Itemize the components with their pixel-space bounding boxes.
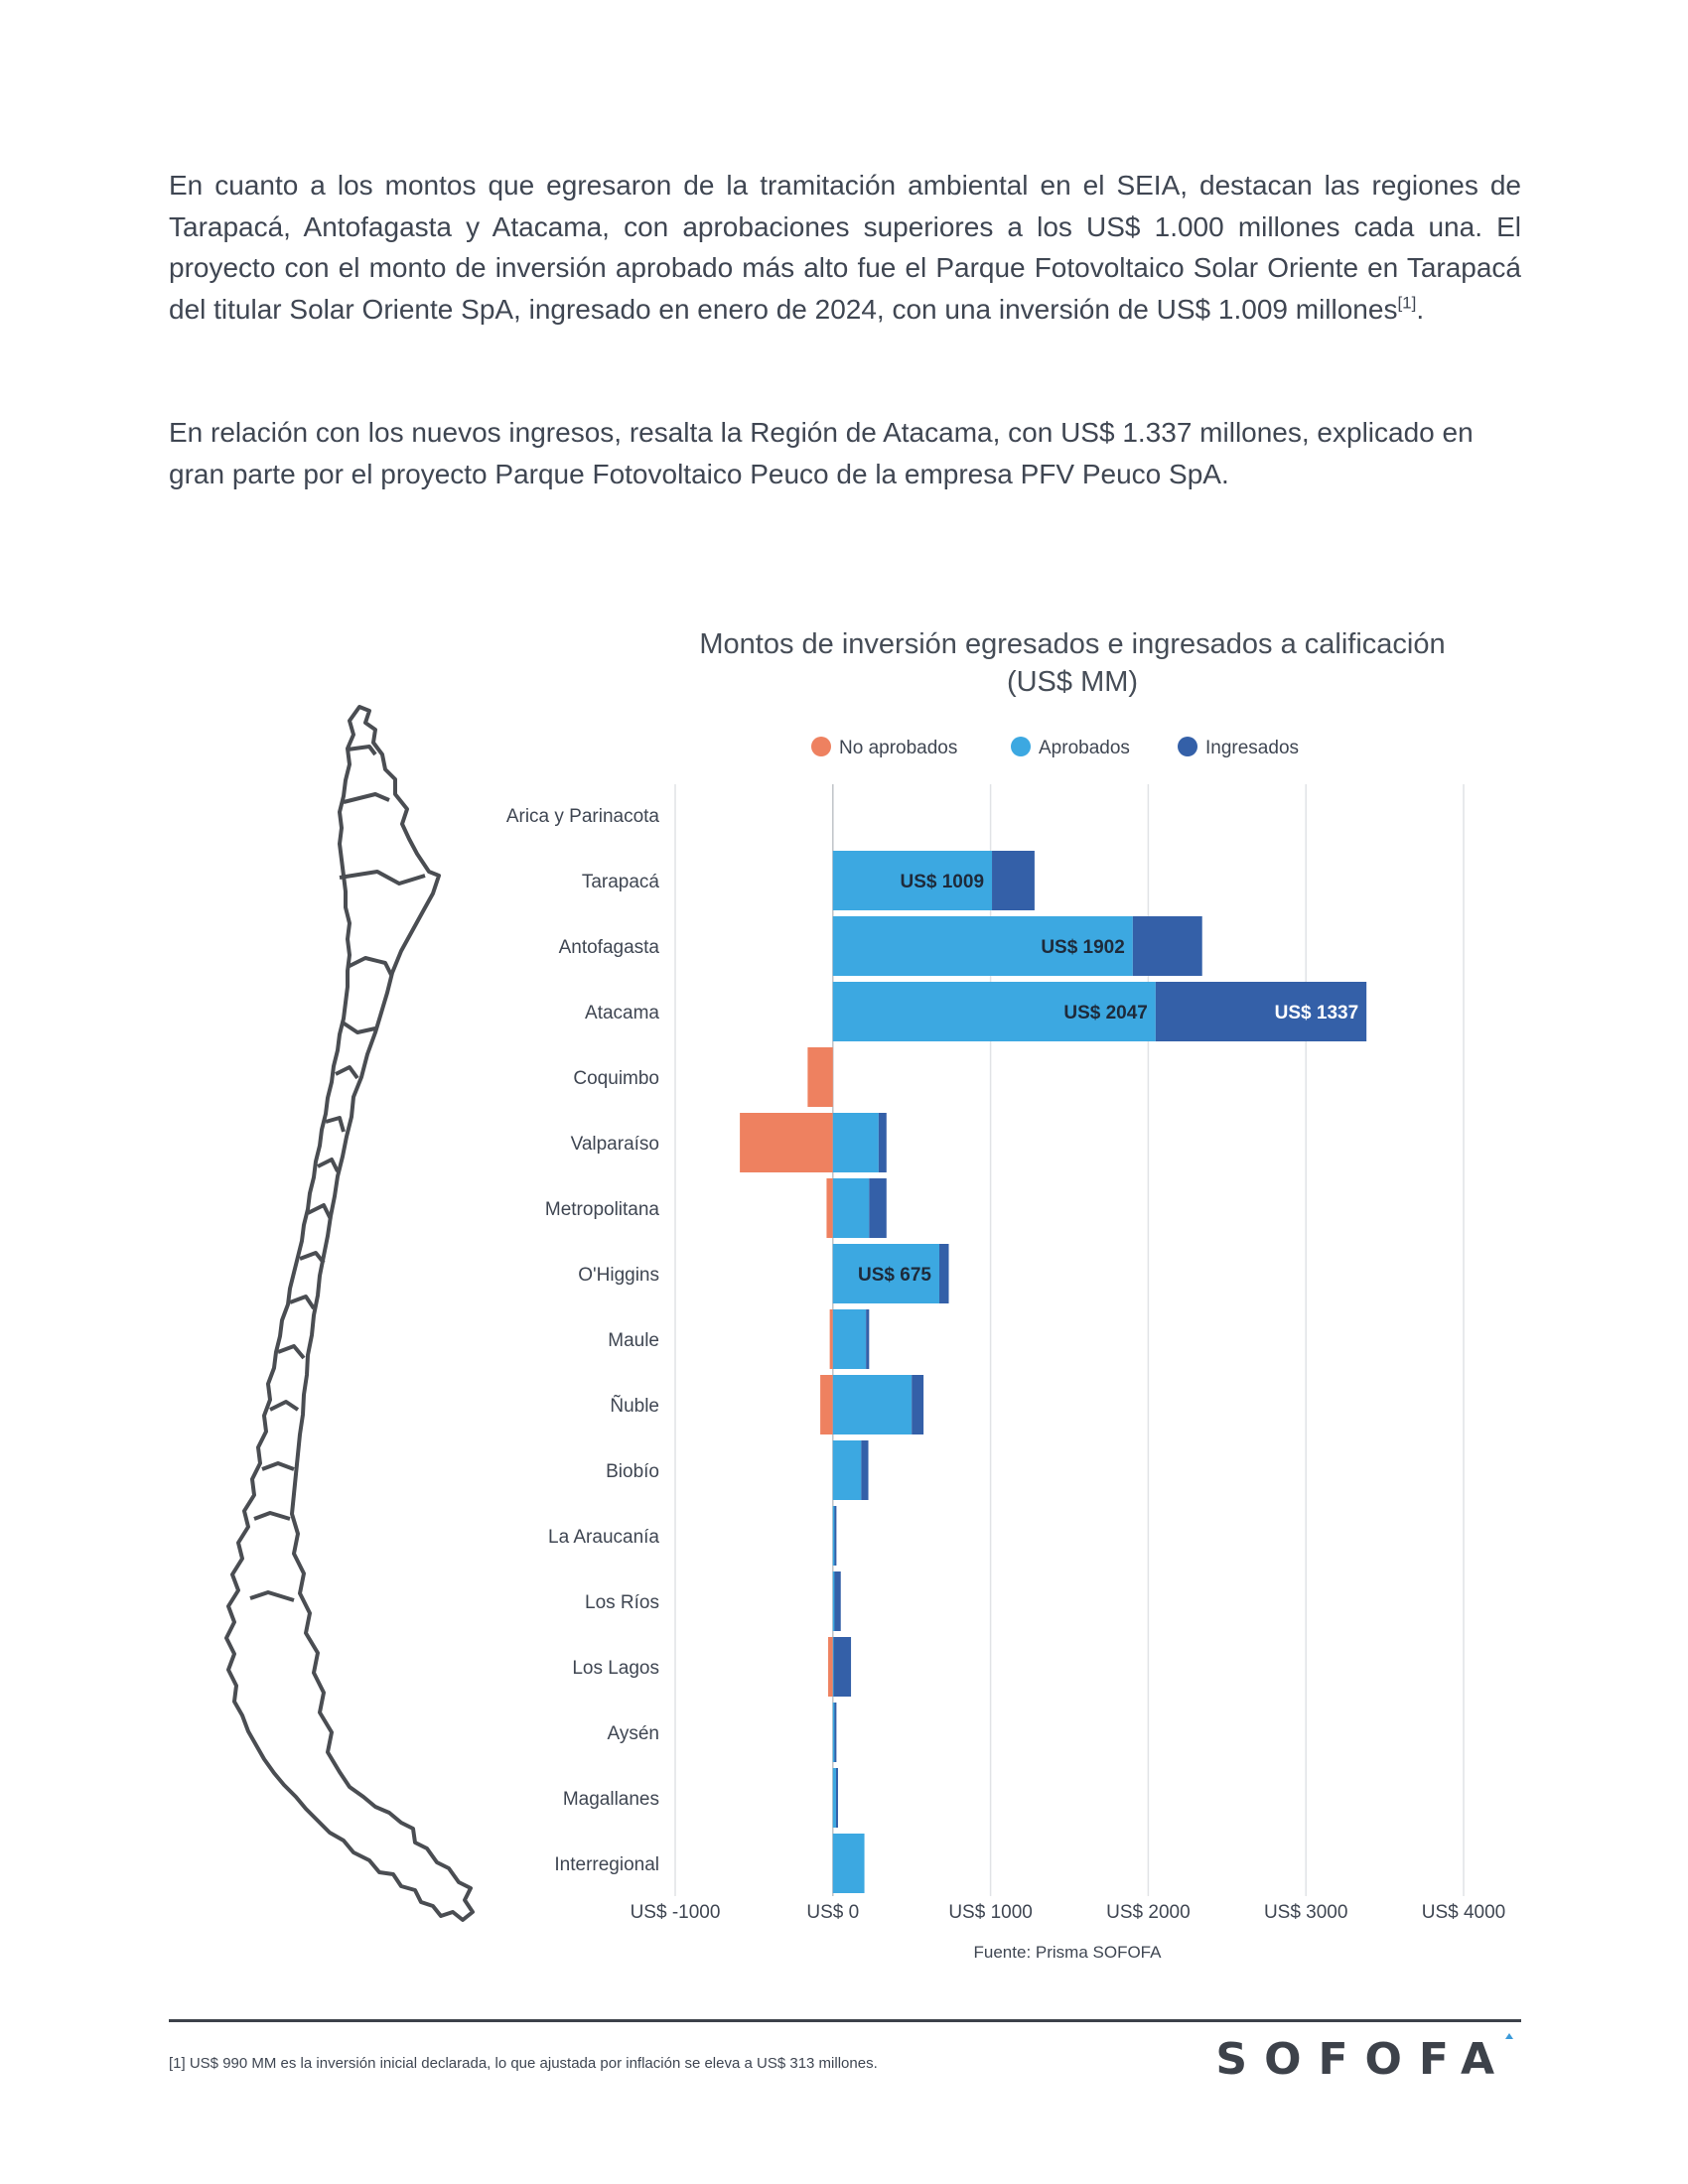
bar-tarapaca-ingresados (992, 851, 1035, 910)
bar-nuble-ingresados (912, 1375, 923, 1434)
x-tick-label: US$ 0 (806, 1902, 860, 1923)
bar-o-higgins-ingresados (939, 1244, 949, 1303)
sofofa-logo: SOFOFA (1215, 2034, 1511, 2085)
x-axis-tick-labels (631, 1902, 1506, 1923)
chart-title: Montos de inversión egresados e ingresados a calificación (US$ MM) (699, 628, 1446, 698)
bar-magallanes-aprobados (833, 1768, 836, 1828)
data-label-tarapaca-aprobados: US$ 1009 (900, 872, 985, 892)
x-tick-label: US$ 3000 (1263, 1902, 1348, 1923)
category-label-los-rios: Los Ríos (585, 1592, 659, 1613)
category-label-la-araucania: La Araucanía (548, 1527, 659, 1548)
category-label-interregional: Interregional (554, 1854, 659, 1875)
x-tick-label: US$ 2000 (1106, 1902, 1191, 1923)
paragraph-text: En cuanto a los montos que egresaron de la tramitación ambiental en el SEIA, destacan las regiones de Tarapacá, Antofagasta y Atacama, con aprobaciones superiores a los US$ 1.000 millones cada una. El proyecto con el monto de inversión aprobado más alto fue el Parque Fotovoltaico Solar Oriente en Tarapacá del titular Solar Oriente SpA, ingresado en enero de 2024, con una inversión de US$ 1.009 millones (169, 170, 1521, 325)
legend-label-aprobados: Aprobados (1039, 738, 1130, 758)
category-label-aysen: Aysén (607, 1723, 659, 1744)
bar-nuble-no-aprobados (820, 1375, 833, 1434)
category-label-tarapaca: Tarapacá (581, 872, 659, 892)
paragraph-end: . (1416, 293, 1425, 325)
category-label-o-higgins: O'Higgins (578, 1265, 659, 1286)
category-label-biobio: Biobío (606, 1461, 659, 1482)
bar-metropolitana-no-aprobados (826, 1178, 832, 1238)
bar-maule-aprobados (833, 1309, 866, 1369)
bar-maule-ingresados (866, 1309, 869, 1369)
bar-antofagasta-ingresados (1133, 916, 1202, 976)
footer-divider (169, 2019, 1521, 2022)
footnote: [1] US$ 990 MM es la inversión inicial declarada, lo que ajustada por inflación se eleva a US$ 313 millones. (169, 2055, 878, 2072)
category-label-los-lagos: Los Lagos (572, 1658, 659, 1679)
data-label-o-higgins-aprobados: US$ 675 (858, 1265, 931, 1286)
bar-los-rios-ingresados (834, 1571, 840, 1631)
bar-nuble-aprobados (833, 1375, 912, 1434)
bar-maule-no-aprobados (830, 1309, 833, 1369)
bar-interregional-aprobados (833, 1834, 865, 1893)
data-label-antofagasta-aprobados: US$ 1902 (1041, 937, 1125, 958)
bar-valparaiso-no-aprobados (740, 1113, 833, 1172)
legend-marker-ingresados (1178, 737, 1197, 756)
category-label-antofagasta: Antofagasta (558, 937, 659, 958)
x-tick-label: US$ 1000 (948, 1902, 1033, 1923)
category-label-metropolitana: Metropolitana (544, 1199, 659, 1220)
bar-biobio-aprobados (833, 1440, 862, 1500)
logo-accent-icon (1505, 2033, 1513, 2039)
category-label-maule: Maule (608, 1330, 659, 1351)
category-label-magallanes: Magallanes (562, 1789, 659, 1810)
legend-marker-no-aprobados (811, 737, 831, 756)
bar-valparaiso-ingresados (879, 1113, 887, 1172)
data-label-atacama-ingresados: US$ 1337 (1274, 1003, 1359, 1024)
bar-biobio-ingresados (861, 1440, 868, 1500)
category-label-valparaiso: Valparaíso (570, 1134, 659, 1155)
legend-label-ingresados: Ingresados (1205, 738, 1300, 758)
bar-valparaiso-aprobados (833, 1113, 879, 1172)
bar-coquimbo-no-aprobados (807, 1047, 832, 1107)
footnote-reference[interactable]: [1] (1397, 293, 1417, 313)
bar-los-lagos-ingresados (834, 1637, 851, 1697)
x-tick-label: US$ 4000 (1421, 1902, 1506, 1923)
legend-label-no-aprobados: No aprobados (839, 738, 958, 758)
bar-metropolitana-aprobados (833, 1178, 870, 1238)
category-label-atacama: Atacama (585, 1003, 659, 1024)
paragraph-nuevos-ingresos: En relación con los nuevos ingresos, resalta la Región de Atacama, con US$ 1.337 millones, explicado en gran parte por el proyecto Parque Fotovoltaico Peuco de la empresa PFV Peuco SpA. (169, 417, 1474, 489)
category-label-coquimbo: Coquimbo (573, 1068, 659, 1089)
chart-bars (740, 851, 1366, 1893)
chart-source: Fuente: Prisma SOFOFA (973, 1943, 1162, 1962)
bar-aysen-ingresados (834, 1703, 836, 1762)
chart-legend (811, 737, 1299, 758)
category-labels (506, 806, 660, 1875)
bar-los-lagos-no-aprobados (828, 1637, 833, 1697)
category-label-nuble: Ñuble (610, 1396, 659, 1417)
category-label-arica-y-parinacota: Arica y Parinacota (505, 806, 659, 827)
bar-magallanes-ingresados (836, 1768, 838, 1828)
x-tick-label: US$ -1000 (630, 1902, 721, 1923)
bar-la-araucania-ingresados (834, 1506, 836, 1566)
chile-map-outline-icon (226, 707, 473, 1920)
data-label-atacama-aprobados: US$ 2047 (1063, 1003, 1148, 1024)
legend-marker-aprobados (1011, 737, 1031, 756)
bar-metropolitana-ingresados (869, 1178, 886, 1238)
